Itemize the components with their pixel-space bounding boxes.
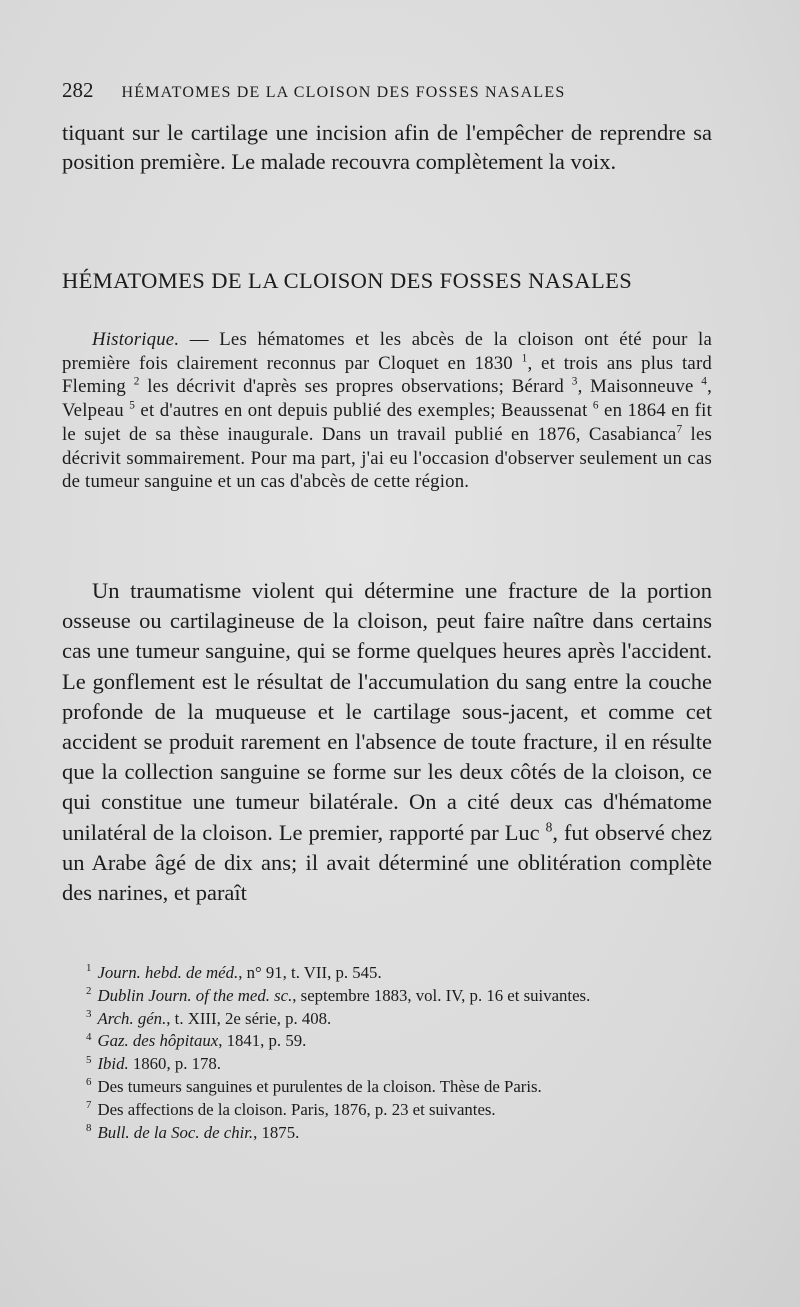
footnote-item: $^6$ Des tumeurs sanguines et purulentes de la cloison. Thèse de Paris. [86,1076,542,1096]
footnote-item: $^5$ Ibid. 1860, p. 178. [86,1053,221,1074]
historique-lead: Historique. [92,329,180,350]
historique-paragraph: Historique. — Les hématomes et les abcès de la cloison ont été pour la première fois clairement reconnus par Cloquet en 1830 $^1$, et trois ans plus tard Fleming $^2$ les décrivit d'après ses propres observations; Bérard $^3$, Maisonneuve $^4$, Velpeau $^5$ et d'autres en ont depuis publié des exemples; Beaussenat $^6$ en 1864 en fit le sujet de sa thèse inaugurale. Dans un travail publié en 1876, Casabianca$^7$ les décrivit sommairement. Pour ma part, j'ai eu l'occasion d'observer seulement un cas de tumeur sanguine et un cas d'abcès de cette région. [62,329,713,493]
running-title: HÉMATOMES DE LA CLOISON DES FOSSES NASALES [121,84,566,101]
footnote-ref[interactable]: 7 [676,423,683,436]
footnote-ref[interactable]: 8 [545,819,553,835]
footnote-ref[interactable]: 6 [592,399,599,412]
footnote-item: $^1$ Journ. hebd. de méd., n° 91, t. VII, p. 545. [86,962,382,982]
main-paragraph: Un traumatisme violent qui détermine une fracture de la portion osseuse ou cartilagineuse de la cloison, peut faire naître dans certains cas une tumeur sanguine, qui se forme quelques heures après l'accident. Le gonflement est le résultat de l'accumulation du sang entre la couche profonde de la muqueuse et le cartilage sous-jacent, et comme cet accident se produit rarement en l'absence de toute fracture, il en résulte que la collection sanguine se forme sur les deux côtés de la cloison, ce qui constitue une tumeur bilatérale. On a cité deux cas d'hématome unilatéral de la cloison. Le premier, rapporté par Luc $^8$, fut observé chez un Arabe âgé de dix ans; il avait déterminé une oblitération complète des narines, et paraît [62,578,712,906]
footnote-item: $^8$ Bull. de la Soc. de chir., 1875. [86,1121,300,1142]
section-title: HÉMATOMES DE LA CLOISON DES FOSSES NASALES [62,268,633,293]
footnote-ref[interactable]: 1 [521,352,528,365]
footnote-item: $^2$ Dublin Journ. of the med. sc., septembre 1883, vol. IV, p. 16 et suivantes. [86,985,591,1005]
running-header [62,78,722,103]
page-number: 282 [62,78,94,102]
footnote-item: $^4$ Gaz. des hôpitaux, 1841, p. 59. [86,1030,307,1051]
footnote-ref[interactable]: 2 [133,376,140,389]
footnote-ref[interactable]: 4 [701,376,708,389]
footnote-ref[interactable]: 3 [571,376,578,389]
footnotes [62,962,712,1144]
footnote-ref[interactable]: 5 [129,399,136,412]
footnote-item: $^7$ Des affections de la cloison. Paris, 1876, p. 23 et suivantes. [86,1099,496,1119]
carryover-paragraph: tiquant sur le cartilage une incision afin de l'empêcher de reprendre sa position première. Le malade recouvra complètement la voix. [62,120,712,174]
footnote-item: $^3$ Arch. gén., t. XIII, 2e série, p. 408. [86,1008,332,1028]
